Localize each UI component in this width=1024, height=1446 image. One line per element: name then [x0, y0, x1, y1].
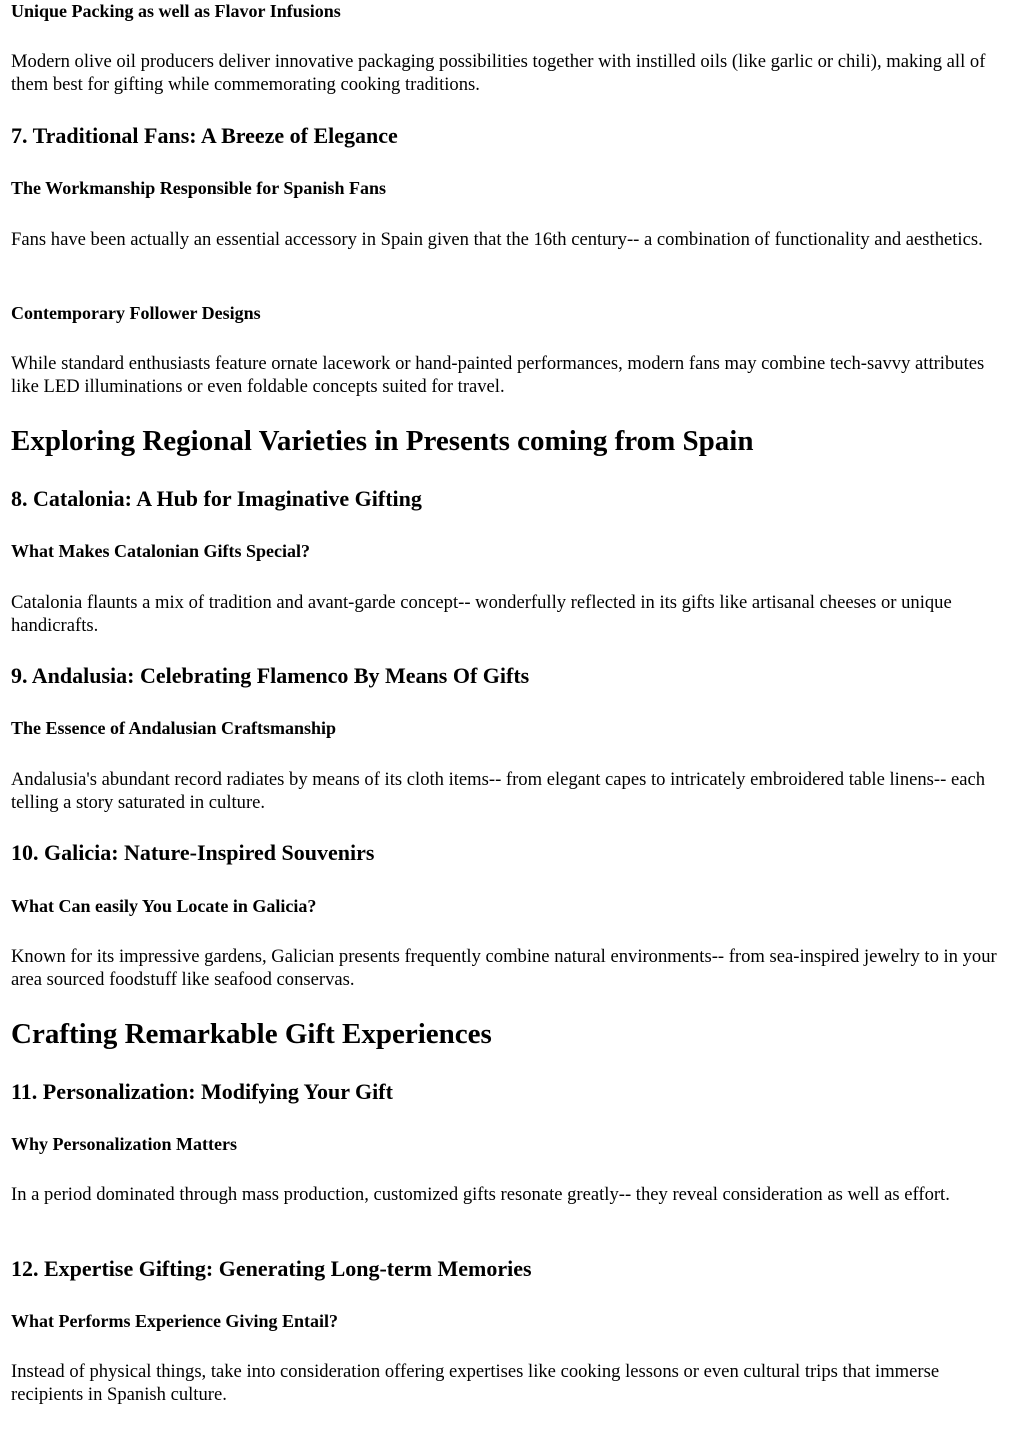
paragraph-fan-designs: While standard enthusiasts feature ornate lacework or hand-painted performances, modern fans may combine tech-savvy attributes like LED illuminations or even foldable concepts suited for travel. — [11, 353, 985, 397]
heading-galicia: 10. Galicia: Nature-Inspired Souvenirs — [11, 840, 375, 865]
heading-catalonia: 8. Catalonia: A Hub for Imaginative Gifting — [11, 486, 422, 511]
subheading-catalonian-gifts: What Makes Catalonian Gifts Special? — [11, 541, 311, 561]
paragraph-fans-history: Fans have been actually an essential accessory in Spain given that the 16th century-- a combination of functionality and aesthetics. — [11, 229, 983, 250]
section-heading-gift-experiences: Crafting Remarkable Gift Experiences — [11, 1018, 492, 1050]
subheading-experience-giving: What Performs Experience Giving Entail? — [11, 1311, 338, 1331]
paragraph-personalization: In a period dominated through mass production, customized gifts resonate greatly-- they reveal consideration as well as effort. — [11, 1184, 950, 1205]
subheading-personalization-matters: Why Personalization Matters — [11, 1134, 237, 1154]
heading-personalization: 11. Personalization: Modifying Your Gift — [11, 1079, 393, 1104]
subheading-galicia-locate: What Can easily You Locate in Galicia? — [11, 896, 317, 916]
section-heading-regional-varieties: Exploring Regional Varieties in Presents coming from Spain — [11, 425, 754, 457]
heading-andalusia: 9. Andalusia: Celebrating Flamenco By Means Of Gifts — [11, 663, 530, 688]
paragraph-catalonia: Catalonia flaunts a mix of tradition and avant-garde concept-- wonderfully reflected in its gifts like artisanal cheeses or unique handicrafts. — [11, 592, 952, 636]
paragraph-andalusia: Andalusia's abundant record radiates by means of its cloth items-- from elegant capes to intricately embroidered table linens-- each telling a story saturated in culture. — [11, 769, 986, 813]
heading-traditional-fans: 7. Traditional Fans: A Breeze of Elegance — [11, 123, 398, 148]
subheading-contemporary-designs: Contemporary Follower Designs — [11, 303, 261, 323]
paragraph-experience-gifting: Instead of physical things, take into consideration offering expertises like cooking lessons or even cultural trips that immerse recipients in Spanish culture. — [11, 1361, 940, 1405]
subheading-workmanship-fans: The Workmanship Responsible for Spanish Fans — [11, 178, 386, 198]
subheading-andalusian-craftsmanship: The Essence of Andalusian Craftsmanship — [11, 718, 337, 738]
paragraph-olive-oil: Modern olive oil producers deliver innovative packaging possibilities together with instilled oils (like garlic or chili), making all of them best for gifting while commemorating cooking traditions. — [11, 51, 986, 95]
heading-expertise-gifting: 12. Expertise Gifting: Generating Long-term Memories — [11, 1256, 532, 1281]
subheading-unique-packing: Unique Packing as well as Flavor Infusions — [11, 1, 341, 21]
paragraph-galicia: Known for its impressive gardens, Galician presents frequently combine natural environments-- from sea-inspired jewelry to in your area sourced foodstuff like seafood conservas. — [11, 946, 997, 990]
